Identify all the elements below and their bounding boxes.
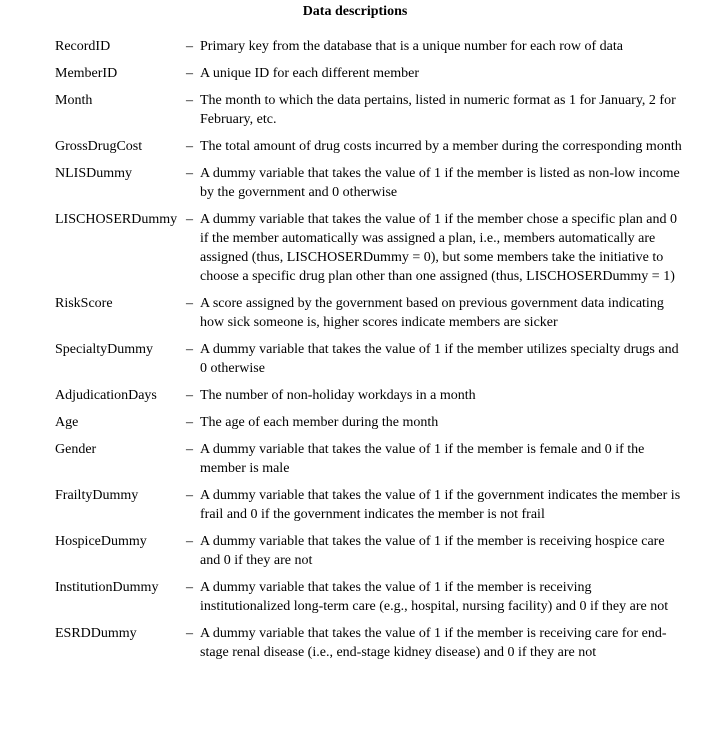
definition-item: [55, 294, 685, 332]
variable-description: The number of non-holiday workdays in a month: [200, 388, 476, 403]
definition-item: [55, 578, 685, 616]
variable-description: The age of each member during the month: [200, 415, 439, 430]
dash-separator: –: [186, 66, 193, 81]
dash-separator: –: [186, 39, 193, 54]
dash-separator: –: [186, 626, 193, 641]
variable-name: HospiceDummy: [55, 534, 147, 549]
definition-item: [55, 164, 685, 202]
variable-description: A dummy variable that takes the value of 1 if the member is female and 0 if the member is male: [200, 442, 645, 476]
variable-name: GrossDrugCost: [55, 139, 143, 154]
page-title: Data descriptions: [302, 4, 408, 19]
definition-item: [55, 413, 685, 432]
variable-description: A dummy variable that takes the value of 1 if the member utilizes specialty drugs and 0 otherwise: [200, 342, 679, 376]
dash-separator: –: [186, 139, 193, 154]
definition-list: [55, 37, 685, 670]
definition-item: [55, 64, 685, 83]
definition-item: [55, 440, 685, 478]
definition-item: [55, 532, 685, 570]
dash-separator: –: [186, 534, 193, 549]
dash-separator: –: [186, 212, 193, 227]
variable-name: AdjudicationDays: [55, 388, 157, 403]
dash-separator: –: [186, 342, 193, 357]
definition-item: [55, 340, 685, 378]
definition-item: [55, 624, 685, 662]
definition-item: [55, 37, 685, 56]
variable-name: SpecialtyDummy: [55, 342, 153, 357]
dash-separator: –: [186, 296, 193, 311]
definition-item: [55, 137, 685, 156]
dash-separator: –: [186, 415, 193, 430]
variable-name: Gender: [55, 442, 97, 457]
variable-name: ESRDDummy: [55, 626, 137, 641]
variable-description: A dummy variable that takes the value of 1 if the member is listed as non-low income by the government and 0 otherwise: [200, 166, 680, 200]
dash-separator: –: [186, 166, 193, 181]
variable-description: The total amount of drug costs incurred by a member during the corresponding month: [200, 139, 682, 154]
variable-name: RecordID: [55, 39, 111, 54]
variable-description: A dummy variable that takes the value of 1 if the member is receiving hospice care and 0 if they are not: [200, 534, 665, 568]
variable-name: RiskScore: [55, 296, 113, 311]
dash-separator: –: [186, 93, 193, 108]
variable-description: Primary key from the database that is a unique number for each row of data: [200, 39, 623, 54]
variable-name: LISCHOSERDummy: [55, 212, 178, 227]
variable-description: A dummy variable that takes the value of 1 if the member is receiving institutionalized long-term care (e.g., hospital, nursing facility) and 0 if they are not: [200, 580, 669, 614]
variable-description: The month to which the data pertains, listed in numeric format as 1 for January, 2 for February, etc.: [200, 93, 676, 127]
dash-separator: –: [186, 580, 193, 595]
variable-name: Month: [55, 93, 93, 108]
variable-description: A dummy variable that takes the value of 1 if the government indicates the member is frail and 0 if the government indicates the member is not frail: [200, 488, 681, 522]
definition-item: [55, 486, 685, 524]
variable-description: A dummy variable that takes the value of 1 if the member chose a specific plan and 0 if the member automatically was assigned a plan, i.e., members automatically are assigned (thus, LISCHOSERDummy = 0), but some members take the initiative to choose a specific drug plan other than one assigned (thus, LISCHOSERDummy = 1): [200, 212, 678, 284]
dash-separator: –: [186, 442, 193, 457]
dash-separator: –: [186, 488, 193, 503]
variable-name: MemberID: [55, 66, 118, 81]
variable-description: A unique ID for each different member: [200, 66, 419, 81]
variable-description: A dummy variable that takes the value of 1 if the member is receiving care for end-stage renal disease (i.e., end-stage kidney disease) and 0 if they are not: [200, 626, 667, 660]
definition-item: [55, 91, 685, 129]
variable-name: FrailtyDummy: [55, 488, 139, 503]
variable-description: A score assigned by the government based on previous government data indicating how sick someone is, higher scores indicate members are sicker: [200, 296, 664, 330]
variable-name: InstitutionDummy: [55, 580, 159, 595]
variable-name: NLISDummy: [55, 166, 132, 181]
dash-separator: –: [186, 388, 193, 403]
variable-name: Age: [55, 415, 79, 430]
definition-item: [55, 210, 685, 286]
definition-item: [55, 386, 685, 405]
